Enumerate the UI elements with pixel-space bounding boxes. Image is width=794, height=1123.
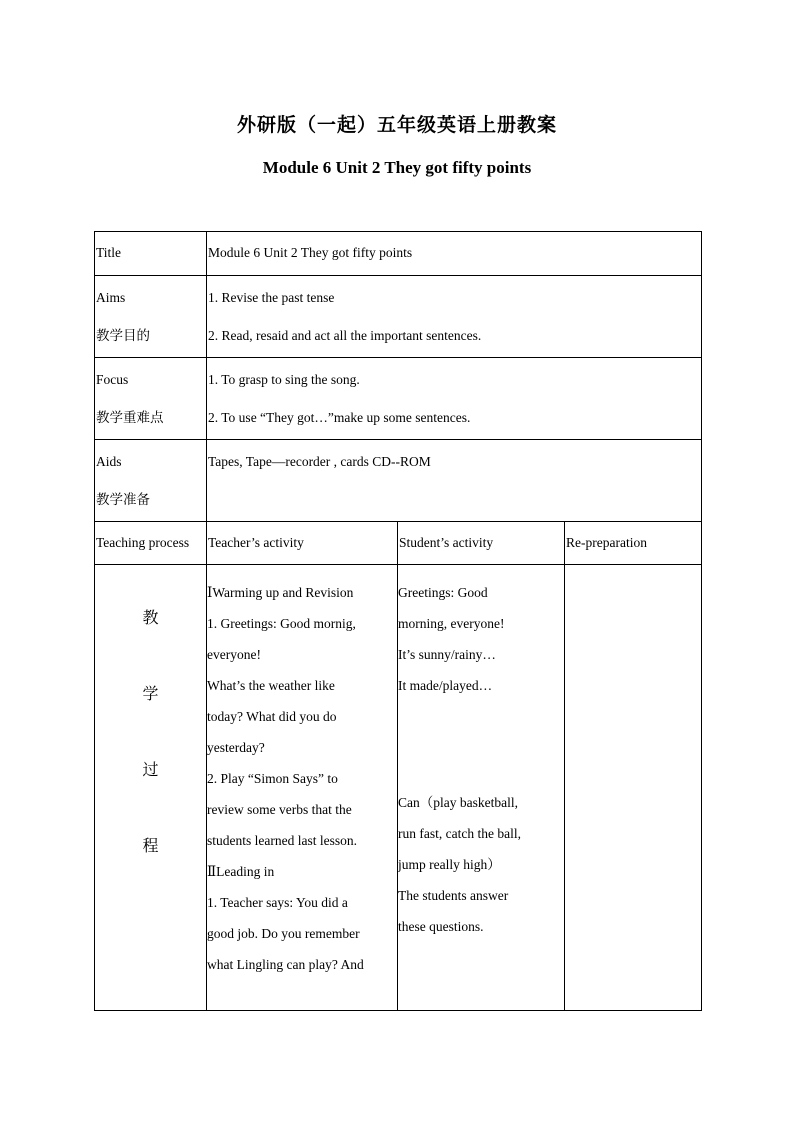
title-label: Title bbox=[96, 245, 122, 260]
title-row bbox=[95, 232, 702, 276]
student-activity-text bbox=[398, 565, 564, 942]
aids-row bbox=[95, 440, 702, 522]
aids-value: Tapes, Tape—recorder , cards CD--ROM bbox=[208, 454, 431, 469]
teacher-line: What’s the weather like bbox=[207, 678, 335, 693]
teacher-line: 2. Play “Simon Says” to bbox=[207, 771, 338, 786]
student-line: Greetings: Good bbox=[398, 585, 488, 600]
aims-row bbox=[95, 276, 702, 358]
focus-row bbox=[95, 358, 702, 440]
document-title-cn: 外研版（一起）五年级英语上册教案 bbox=[236, 115, 557, 136]
document-title-en: Module 6 Unit 2 They got fifty points bbox=[262, 158, 532, 177]
focus-label-cn: 教学重难点 bbox=[96, 410, 164, 425]
student-line: The students answer bbox=[398, 888, 509, 903]
focus-label-en: Focus bbox=[96, 372, 129, 387]
aims-label-en: Aims bbox=[96, 290, 126, 305]
teacher-line: review some verbs that the bbox=[207, 802, 352, 817]
process-side-char: 程 bbox=[142, 838, 159, 855]
focus-item: 1. To grasp to sing the song. bbox=[208, 372, 360, 387]
student-line: run fast, catch the ball, bbox=[398, 826, 521, 841]
teacher-line: good job. Do you remember bbox=[207, 926, 360, 941]
process-side-char: 学 bbox=[142, 686, 159, 703]
teacher-line: everyone! bbox=[207, 647, 261, 662]
process-row bbox=[95, 565, 702, 1011]
student-line: It made/played… bbox=[398, 678, 493, 693]
teacher-line: what Lingling can play? And bbox=[207, 957, 364, 972]
aids-label-cn: 教学准备 bbox=[96, 492, 150, 507]
title-value: Module 6 Unit 2 They got fifty points bbox=[208, 245, 413, 260]
teacher-line: yesterday? bbox=[207, 740, 265, 755]
aims-label-cn: 教学目的 bbox=[96, 328, 150, 343]
spacer bbox=[398, 701, 564, 787]
teacher-line: ⅡLeading in bbox=[207, 864, 275, 879]
process-side-char: 教 bbox=[142, 610, 159, 627]
process-side-char: 过 bbox=[142, 762, 159, 779]
aims-item: 2. Read, resaid and act all the important sentences. bbox=[208, 328, 482, 343]
teacher-line: ⅠWarming up and Revision bbox=[207, 585, 354, 600]
process-header-row bbox=[95, 522, 702, 565]
teacher-line: 1. Greetings: Good mornig, bbox=[207, 616, 356, 631]
header-teaching-process: Teaching process bbox=[96, 535, 190, 550]
aims-item: 1. Revise the past tense bbox=[208, 290, 335, 305]
lesson-plan-table bbox=[94, 231, 702, 1011]
teacher-line: 1. Teacher says: You did a bbox=[207, 895, 348, 910]
teacher-line: today? What did you do bbox=[207, 709, 337, 724]
re-preparation-cell bbox=[565, 565, 702, 1011]
header-re-preparation: Re-preparation bbox=[566, 535, 647, 550]
student-line: jump really high） bbox=[398, 857, 501, 872]
student-line: It’s sunny/rainy… bbox=[398, 647, 496, 662]
focus-item: 2. To use “They got…”make up some sentences. bbox=[208, 410, 471, 425]
student-line: Can（play basketball, bbox=[398, 795, 518, 810]
teacher-line: students learned last lesson. bbox=[207, 833, 357, 848]
teacher-activity-text bbox=[207, 565, 397, 980]
student-line: these questions. bbox=[398, 919, 484, 934]
header-teacher-activity: Teacher’s activity bbox=[208, 535, 304, 550]
header-student-activity: Student’s activity bbox=[399, 535, 494, 550]
aids-label-en: Aids bbox=[96, 454, 122, 469]
student-line: morning, everyone! bbox=[398, 616, 505, 631]
